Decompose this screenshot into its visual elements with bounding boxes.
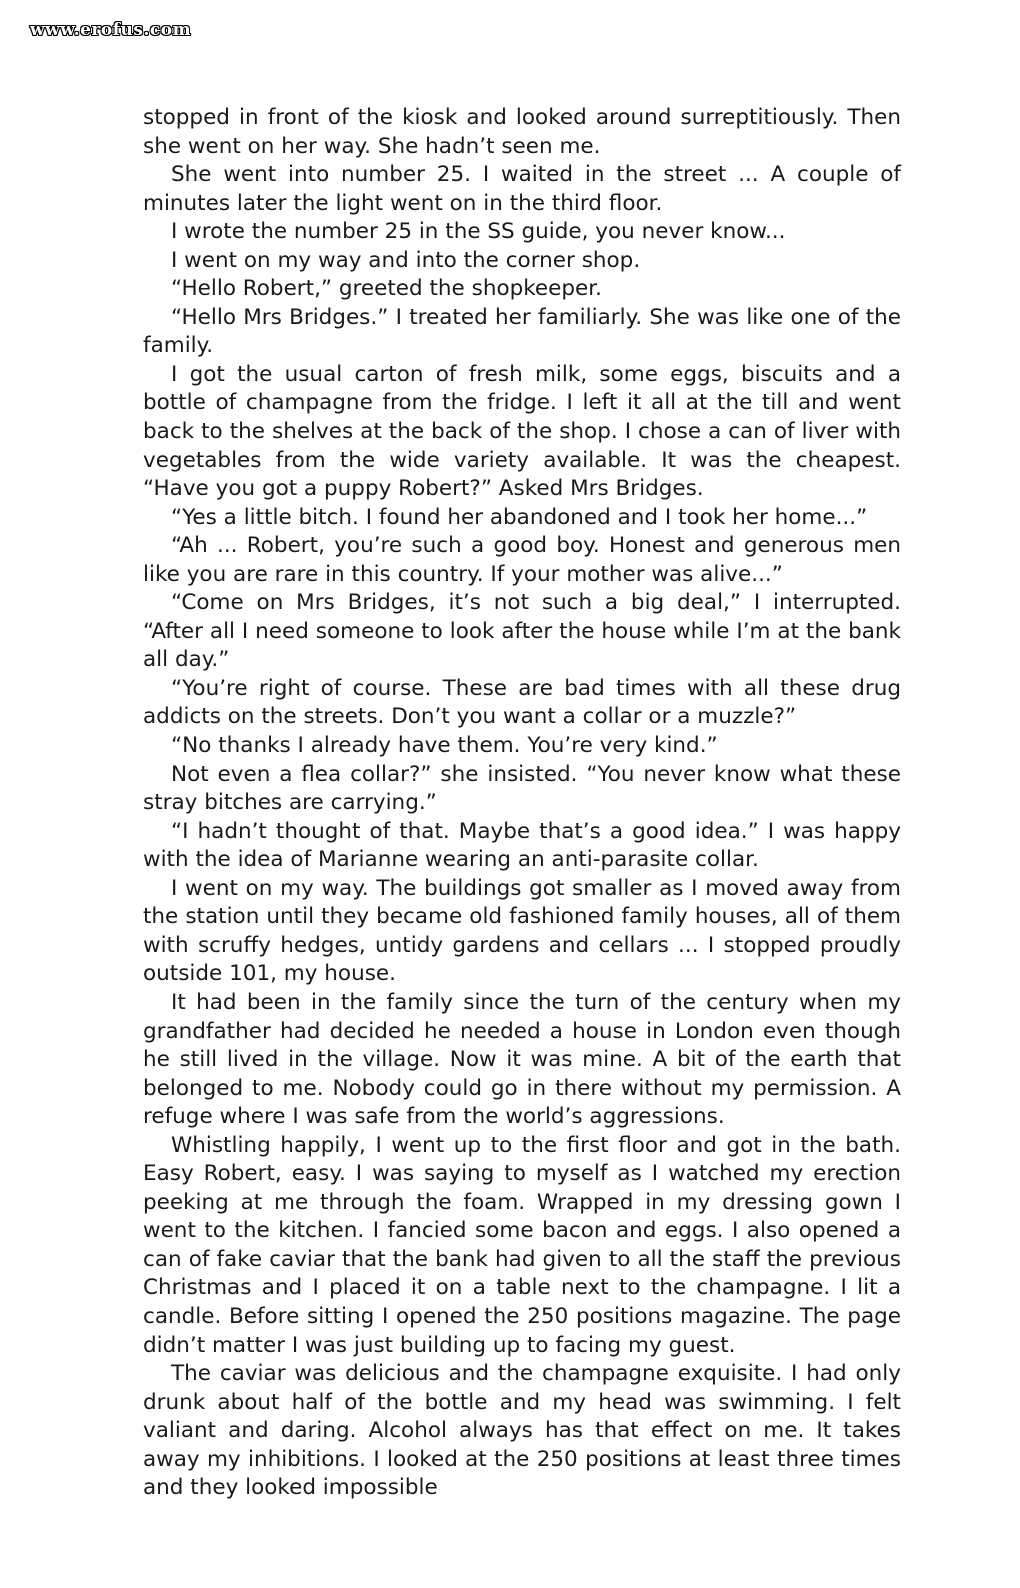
site-watermark: www.erofus.com — [30, 20, 192, 40]
paragraph: Not even a flea collar?” she insisted. “You never know what these stray bitches are carrying.” — [143, 761, 901, 816]
paragraph: Whistling happily, I went up to the first floor and got in the bath. Easy Robert, easy. I was saying to myself as I watched my erection peeking at me through the foam. Wrapped in my dressing gown I went to the kitchen. I fancied some bacon and eggs. I also opened a can of fake caviar that the bank had given to all the staff the previous Christmas and I placed it on a table next to the champagne. I lit a candle. Before sitting I opened the 250 positions magazine. The page didn’t matter I was just building up to facing my guest. — [143, 1132, 901, 1358]
paragraph: I got the usual carton of fresh milk, some eggs, biscuits and a bottle of champagne from the fridge. I left it all at the till and went back to the shelves at the back of the shop. I chose a can of liver with vegetables from the wide variety available. It was the cheapest. “Have you got a puppy Robert?” Asked Mrs Bridges. — [143, 361, 901, 502]
paragraph: The caviar was delicious and the champagne exquisite. I had only drunk about half of the bottle and my head was swimming. I felt valiant and daring. Alcohol always has that effect on me. It takes away my inhibitions. I looked at the 250 positions at least three times and they looked impossible — [143, 1361, 901, 1501]
paragraph: “Come on Mrs Bridges, it’s not such a big deal,” I interrupted. “After all I need someone to look after the house while I’m at the bank all day.” — [143, 590, 901, 673]
paragraph: “Hello Mrs Bridges.” I treated her familiarly. She was like one of the family. — [143, 304, 901, 359]
paragraph: “I hadn’t thought of that. Maybe that’s a good idea.” I was happy with the idea of Marianne wearing an anti-parasite collar. — [143, 818, 901, 873]
paragraph: “Hello Robert,” greeted the shopkeeper. — [171, 276, 602, 302]
paragraph: “Yes a little bitch. I found her abandoned and I took her home...” — [171, 504, 868, 530]
paragraph: “No thanks I already have them. You’re very kind.” — [171, 733, 718, 759]
paragraph: I went on my way and into the corner shop. — [171, 247, 641, 273]
paragraph: I wrote the number 25 in the SS guide, you never know... — [171, 219, 786, 245]
book-page-text — [143, 104, 901, 1503]
paragraph: She went into number 25. I waited in the street ... A couple of minutes later the light went on in the third floor. — [143, 162, 901, 216]
paragraph: I went on my way. The buildings got smaller as I moved away from the station until they became old fashioned family houses, all of them with scruffy hedges, untidy gardens and cellars ... I stopped proudly outside 101, my house. — [143, 875, 901, 987]
paragraph: stopped in front of the kiosk and looked around surreptitiously. Then she went on her way. She hadn’t seen me. — [143, 105, 901, 159]
paragraph: “Ah ... Robert, you’re such a good boy. Honest and generous men like you are rare in this country. If your mother was alive...” — [143, 533, 901, 587]
paragraph: “You’re right of course. These are bad times with all these drug addicts on the streets. Don’t you want a collar or a muzzle?” — [143, 675, 901, 730]
paragraph: It had been in the family since the turn of the century when my grandfather had decided he needed a house in London even though he still lived in the village. Now it was mine. A bit of the earth that belonged to me. Nobody could go in there without my permission. A refuge where I was safe from the world’s aggressions. — [143, 989, 901, 1130]
